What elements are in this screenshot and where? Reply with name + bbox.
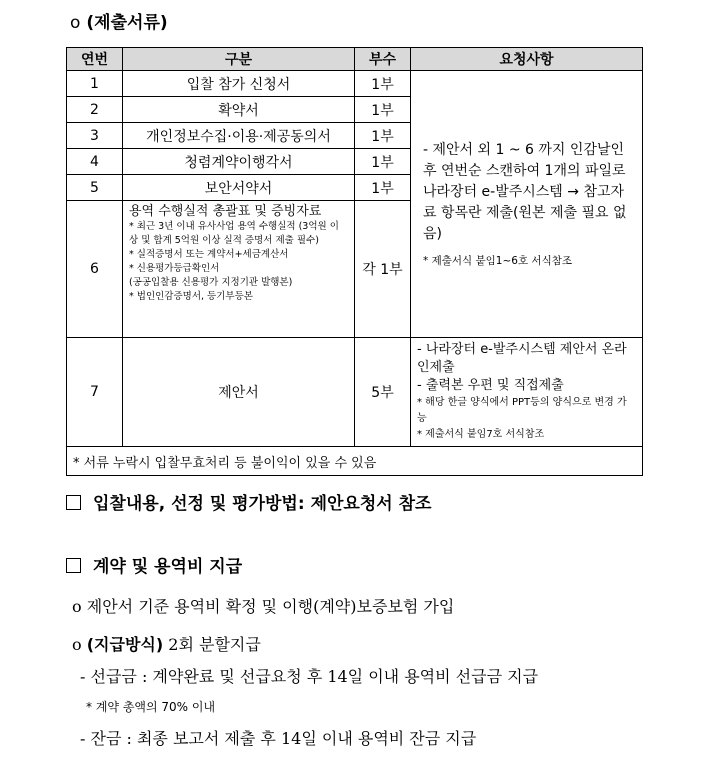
table-row bbox=[67, 71, 643, 97]
row-no: 5 bbox=[67, 175, 123, 201]
row-name: 보안서약서 bbox=[123, 175, 355, 201]
table-footnote-row bbox=[67, 447, 643, 476]
row-name: 제안서 bbox=[123, 338, 355, 447]
row6-item: (공공입찰용 신용평가 지정기관 발행본) bbox=[129, 277, 293, 288]
row-name: 청렴계약이행각서 bbox=[123, 149, 355, 175]
row6-item: * 법인인감증명서, 등기부등본 bbox=[129, 291, 253, 302]
documents-table bbox=[66, 47, 643, 476]
row6-title: 용역 수행실적 총괄표 및 증빙자료 bbox=[129, 204, 322, 219]
row-no: 1 bbox=[67, 71, 123, 97]
header-category: 구분 bbox=[123, 48, 355, 71]
table-footnote: * 서류 누락시 입찰무효처리 등 불이익이 있을 수 있음 bbox=[67, 447, 643, 476]
request-cell bbox=[411, 71, 643, 338]
request-note: * 제출서식 붙임1~6호 서식참조 bbox=[423, 254, 572, 267]
payment-method-label: (지급방식) bbox=[86, 635, 164, 654]
row-copies: 1부 bbox=[355, 175, 411, 201]
request-main: - 제안서 외 1 ~ 6 까지 인감날인 후 연번순 스캔하여 1개의 파일로 나라장터 e-발주시스템 → 참고자료 항목란 제출(원본 제출 필요 없음) bbox=[423, 141, 627, 242]
section-title-text: (제출서류) bbox=[86, 13, 168, 33]
row7-req1: - 나라장터 e-발주시스템 제안서 온라인제출 bbox=[417, 342, 627, 375]
header-copies: 부수 bbox=[355, 48, 411, 71]
advance-payment-line: - 선급금 : 계약완료 및 선급요청 후 14일 이내 용역비 선급금 지급 bbox=[80, 667, 539, 686]
row-no: 6 bbox=[67, 201, 123, 338]
heading-contract-text: 계약 및 용역비 지급 bbox=[93, 557, 243, 577]
row-copies: 1부 bbox=[355, 123, 411, 149]
row-name: 개인정보수집·이용·제공동의서 bbox=[123, 123, 355, 149]
line-text: 2회 분할지급 bbox=[168, 635, 261, 654]
row7-note1: * 해당 한글 양식에서 PPT등의 양식으로 변경 가능 bbox=[417, 397, 627, 424]
row-name: 입찰 참가 신청서 bbox=[123, 71, 355, 97]
row6-item: * 신용평가등급확인서 bbox=[129, 263, 220, 274]
table-header-row bbox=[67, 48, 643, 71]
row-copies: 1부 bbox=[355, 149, 411, 175]
row-no: 7 bbox=[67, 338, 123, 447]
bullet: o bbox=[72, 597, 82, 616]
header-no: 연번 bbox=[67, 48, 123, 71]
row6-detail bbox=[123, 201, 355, 338]
row-copies: 5부 bbox=[355, 338, 411, 447]
row7-request bbox=[411, 338, 643, 447]
heading-bidding bbox=[66, 489, 431, 514]
row-copies: 1부 bbox=[355, 97, 411, 123]
balance-payment-line: - 잔금 : 최종 보고서 제출 후 14일 이내 용역비 잔금 지급 bbox=[80, 729, 477, 748]
row-no: 2 bbox=[67, 97, 123, 123]
advance-payment-note: * 계약 총액의 70% 이내 bbox=[86, 700, 216, 714]
header-request: 요청사항 bbox=[411, 48, 643, 71]
payment-method-line bbox=[72, 632, 261, 655]
row-no: 3 bbox=[67, 123, 123, 149]
row-name: 확약서 bbox=[123, 97, 355, 123]
row-no: 4 bbox=[67, 149, 123, 175]
heading-contract bbox=[66, 552, 242, 577]
bullet: o bbox=[70, 13, 81, 33]
row-copies: 각 1부 bbox=[355, 201, 411, 338]
bullet: o bbox=[72, 635, 82, 654]
line-text: 제안서 기준 용역비 확정 및 이행(계약)보증보험 가입 bbox=[86, 597, 455, 616]
section-title-documents bbox=[70, 8, 168, 33]
row7-req2: - 출력본 우편 및 직접제출 bbox=[417, 378, 564, 393]
row6-item: * 최근 3년 이내 유사사업 용역 수행실적 (3억원 이상 및 합계 5억원 이상 실적 증명서 제출 필수) bbox=[129, 221, 339, 246]
table-row-7 bbox=[67, 338, 643, 447]
checkbox-square-icon bbox=[66, 495, 81, 510]
contract-line-1 bbox=[72, 594, 454, 617]
row6-item: * 실적증명서 또는 계약서+세금계산서 bbox=[129, 249, 289, 260]
heading-bidding-text: 입찰내용, 선정 및 평가방법: 제안요청서 참조 bbox=[93, 494, 432, 514]
checkbox-square-icon bbox=[66, 558, 81, 573]
row7-note2: * 제출서식 붙임7호 서식참조 bbox=[417, 429, 545, 440]
row-copies: 1부 bbox=[355, 71, 411, 97]
